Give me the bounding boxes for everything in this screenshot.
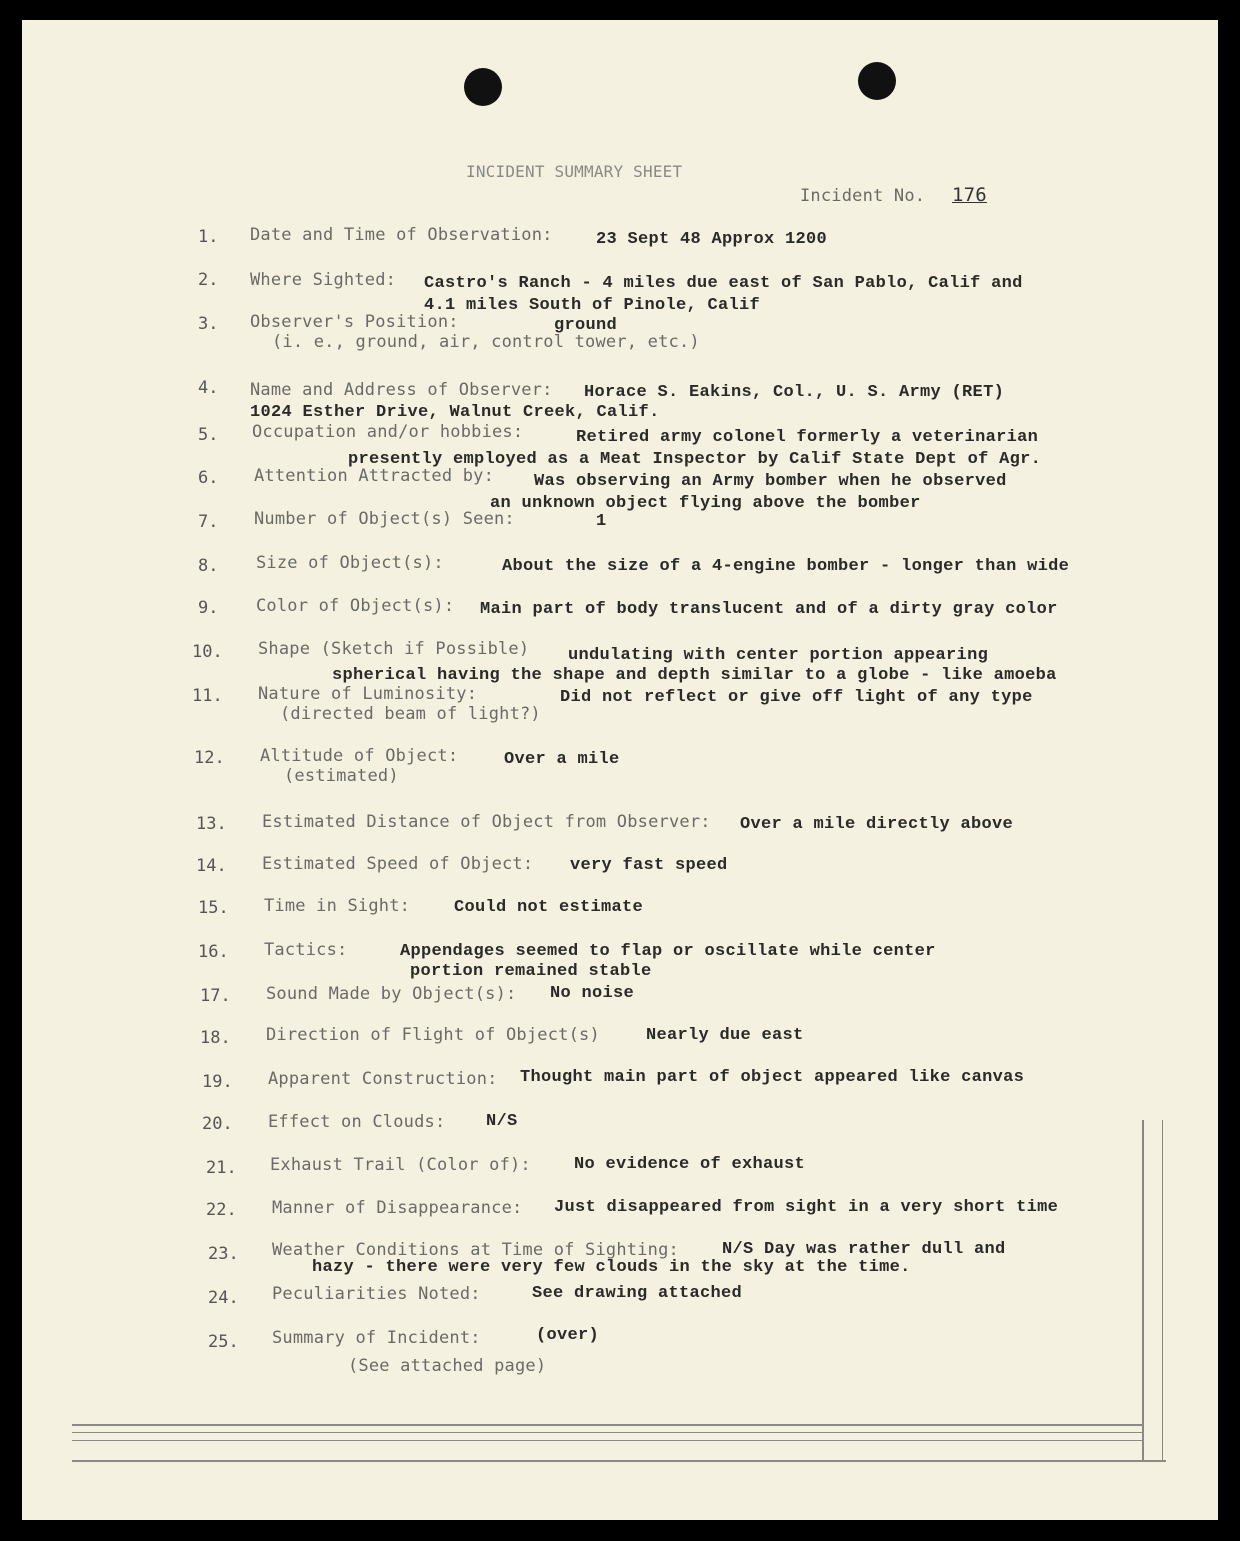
item-number: 20.	[202, 1114, 233, 1134]
item-answer-continued: spherical having the shape and depth similar to a globe - like amoeba	[332, 666, 1057, 685]
item-answer: Nearly due east	[646, 1026, 804, 1045]
item-label: Apparent Construction:	[268, 1069, 498, 1089]
item-label: Name and Address of Observer:	[250, 380, 553, 400]
punch-hole	[858, 62, 896, 100]
item-label: Estimated Distance of Object from Observer:	[262, 812, 711, 832]
item-label: Number of Object(s) Seen:	[254, 509, 515, 529]
item-answer: Appendages seemed to flap or oscillate while center	[400, 942, 936, 961]
item-answer: No evidence of exhaust	[574, 1155, 806, 1174]
item-number: 21.	[206, 1158, 237, 1178]
item-answer: Thought main part of object appeared like canvas	[520, 1068, 1025, 1087]
item-label: Observer's Position:	[250, 312, 459, 332]
item-answer: Could not estimate	[454, 898, 644, 917]
item-answer: No noise	[550, 984, 635, 1003]
right-rule	[1142, 1120, 1144, 1462]
item-number: 15.	[198, 898, 229, 918]
item-number: 23.	[208, 1244, 239, 1264]
item-answer: very fast speed	[570, 856, 728, 875]
item-sublabel: (i. e., ground, air, control tower, etc.)	[272, 332, 700, 352]
item-number: 2.	[198, 270, 219, 290]
item-number: 17.	[200, 986, 231, 1006]
item-answer: ground	[554, 316, 618, 335]
bottom-rule	[72, 1432, 1142, 1433]
document-page	[22, 20, 1218, 1520]
item-label: Size of Object(s):	[256, 553, 444, 573]
item-answer-continued: 4.1 miles South of Pinole, Calif	[424, 296, 761, 315]
item-answer: Retired army colonel formerly a veterinarian	[576, 428, 1039, 447]
item-number: 25.	[208, 1332, 239, 1352]
item-label: Color of Object(s):	[256, 596, 455, 616]
item-answer: Just disappeared from sight in a very short time	[554, 1198, 1059, 1217]
item-answer: 1	[596, 512, 607, 531]
item-label: Altitude of Object:	[260, 746, 459, 766]
item-answer-continued: portion remained stable	[410, 962, 652, 981]
item-label: Shape (Sketch if Possible)	[258, 639, 530, 659]
right-rule	[1162, 1120, 1163, 1462]
item-number: 13.	[196, 814, 227, 834]
item-number: 24.	[208, 1288, 239, 1308]
punch-hole	[464, 68, 502, 106]
item-answer: Over a mile directly above	[740, 815, 1014, 834]
item-number: 12.	[194, 748, 225, 768]
item-label: Time in Sight:	[264, 896, 411, 916]
item-label: Nature of Luminosity:	[258, 684, 478, 704]
item-answer-continued: hazy - there were very few clouds in the sky at the time.	[312, 1258, 911, 1277]
form-title: INCIDENT SUMMARY SHEET	[466, 162, 683, 181]
item-answer-continued: 1024 Esther Drive, Walnut Creek, Calif.	[250, 403, 660, 422]
item-label: Direction of Flight of Object(s)	[266, 1025, 600, 1045]
item-answer: undulating with center portion appearing	[568, 646, 989, 665]
incident-number: 176	[952, 184, 987, 206]
item-label: Date and Time of Observation:	[250, 225, 553, 245]
item-number: 9.	[198, 598, 219, 618]
item-answer: Horace S. Eakins, Col., U. S. Army (RET)	[584, 383, 1005, 402]
item-sublabel: (See attached page)	[348, 1356, 547, 1376]
item-number: 6.	[198, 468, 219, 488]
item-number: 3.	[198, 314, 219, 334]
item-label: Estimated Speed of Object:	[262, 854, 534, 874]
item-answer: Main part of body translucent and of a dirty gray color	[480, 600, 1058, 619]
item-label: Exhaust Trail (Color of):	[270, 1155, 531, 1175]
incident-label: Incident No.	[800, 186, 926, 206]
item-number: 22.	[206, 1200, 237, 1220]
item-answer: (over)	[536, 1326, 600, 1345]
item-number: 4.	[198, 378, 219, 398]
item-answer: 23 Sept 48 Approx 1200	[596, 230, 828, 249]
item-answer: Was observing an Army bomber when he observed	[534, 472, 1007, 491]
item-label: Occupation and/or hobbies:	[252, 422, 524, 442]
item-number: 8.	[198, 556, 219, 576]
item-answer: Over a mile	[504, 750, 620, 769]
item-sublabel: (estimated)	[284, 766, 399, 786]
item-answer-continued: presently employed as a Meat Inspector by Calif State Dept of Agr.	[348, 450, 1042, 469]
item-number: 11.	[192, 686, 223, 706]
item-label: Tactics:	[264, 940, 348, 960]
item-label: Effect on Clouds:	[268, 1112, 446, 1132]
item-label: Peculiarities Noted:	[272, 1284, 481, 1304]
item-answer-continued: an unknown object flying above the bomber	[490, 494, 921, 513]
item-number: 14.	[196, 856, 227, 876]
item-number: 18.	[200, 1028, 231, 1048]
item-answer: N/S Day was rather dull and	[722, 1240, 1006, 1259]
item-label: Sound Made by Object(s):	[266, 984, 517, 1004]
item-answer: Did not reflect or give off light of any type	[560, 688, 1033, 707]
item-number: 16.	[198, 942, 229, 962]
item-number: 19.	[202, 1072, 233, 1092]
item-answer: About the size of a 4-engine bomber - longer than wide	[502, 557, 1070, 576]
item-label: Weather Conditions at Time of Sighting:	[272, 1240, 679, 1260]
item-label: Attention Attracted by:	[254, 466, 495, 486]
bottom-rule	[72, 1424, 1142, 1426]
item-answer: See drawing attached	[532, 1284, 743, 1303]
item-answer: N/S	[486, 1112, 518, 1131]
bottom-rule	[72, 1440, 1142, 1441]
item-label: Summary of Incident:	[272, 1328, 481, 1348]
item-number: 5.	[198, 425, 219, 445]
item-number: 7.	[198, 512, 219, 532]
item-sublabel: (directed beam of light?)	[280, 704, 541, 724]
item-number: 10.	[192, 642, 223, 662]
bottom-rule	[72, 1460, 1166, 1462]
item-answer: Castro's Ranch - 4 miles due east of San Pablo, Calif and	[424, 274, 1023, 293]
item-label: Manner of Disappearance:	[272, 1198, 523, 1218]
item-label: Where Sighted:	[250, 270, 397, 290]
item-number: 1.	[198, 227, 219, 247]
